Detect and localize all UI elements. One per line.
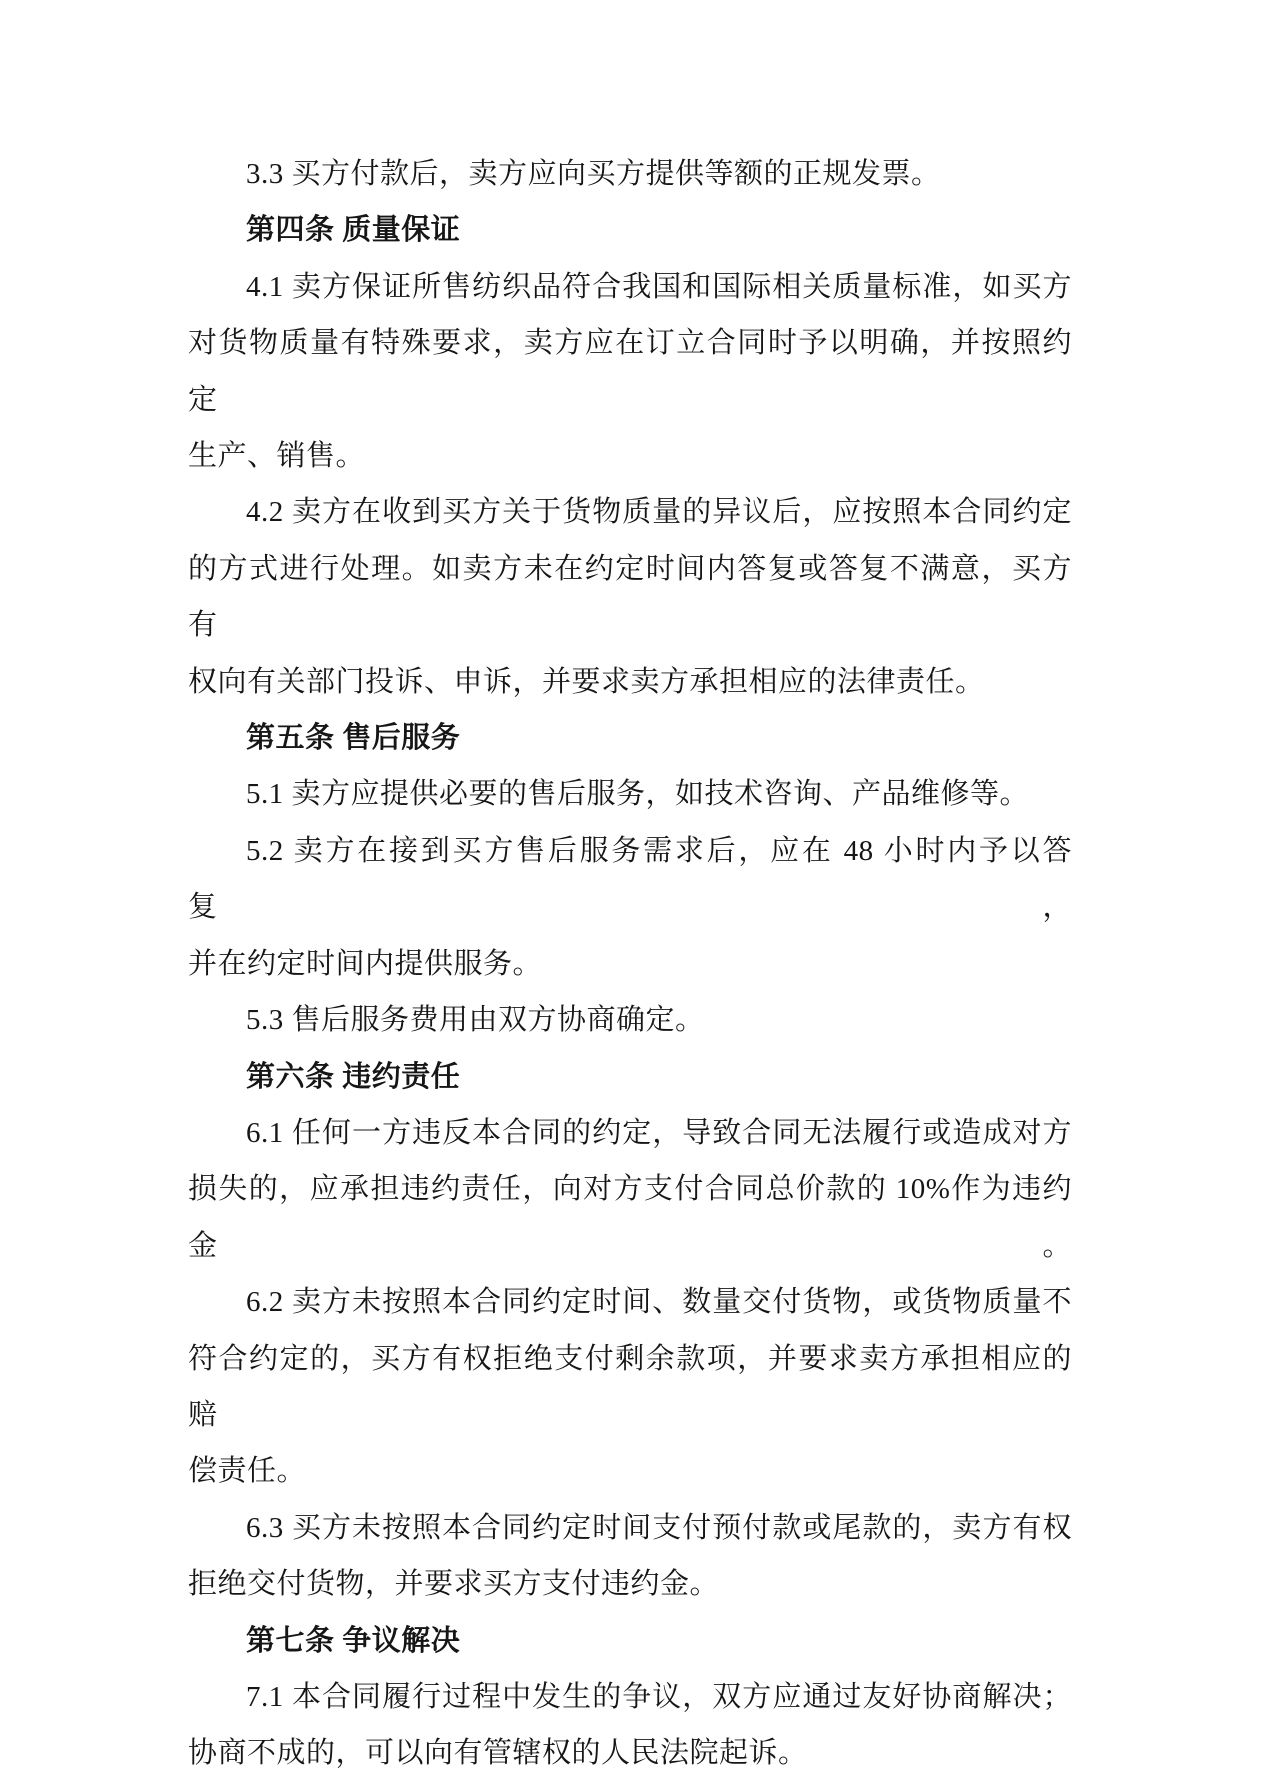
clause-4-1-line-2: 对货物质量有特殊要求，卖方应在订立合同时予以明确，并按照约定 [188,327,1072,416]
clause-6-1-line-2: 损失的，应承担违约责任，向对方支付合同总价款的 10%作为违约金。 [188,1173,1072,1262]
clause-6-2-line-3: 偿责任。 [188,1455,307,1488]
clause-5-2-line-2: 并在约定时间内提供服务。 [188,947,543,980]
clause-4-2-line-1: 4.2 卖方在收到买方关于货物质量的异议后，应按照本合同约定 [246,496,1072,529]
clause-3-3: 3.3 买方付款后，卖方应向买方提供等额的正规发票。 [246,158,941,190]
clause-5-1: 5.1 卖方应提供必要的售后服务，如技术咨询、产品维修等。 [246,778,1030,811]
clause-6-3-line-1: 6.3 买方未按照本合同约定时间支付预付款或尾款的，卖方有权 [246,1511,1072,1544]
clause-5-3: 5.3 售后服务费用由双方协商确定。 [246,1004,705,1037]
document-body [188,146,1072,1782]
clause-7-1-line-1: 7.1 本合同履行过程中发生的争议，双方应通过友好协商解决； [246,1680,1072,1713]
clause-7-1-line-2: 协商不成的，可以向有管辖权的人民法院起诉。 [188,1737,808,1770]
clause-4-2-line-3: 权向有关部门投诉、申诉，并要求卖方承担相应的法律责任。 [188,665,985,698]
clause-5-2-line-1: 5.2 卖方在接到买方售后服务需求后，应在 48 小时内予以答复， [188,834,1072,924]
article-4-heading: 第四条 质量保证 [246,214,461,247]
article-5-heading: 第五条 售后服务 [246,722,461,755]
clause-4-1-line-1: 4.1 卖方保证所售纺织品符合我国和国际相关质量标准，如买方 [246,270,1072,303]
article-7-heading: 第七条 争议解决 [246,1624,461,1657]
clause-4-2-line-2: 的方式进行处理。如卖方未在约定时间内答复或答复不满意，买方有 [188,552,1072,642]
clause-6-2-line-2: 符合约定的，买方有权拒绝支付剩余款项，并要求卖方承担相应的赔 [188,1342,1072,1431]
article-6-heading: 第六条 违约责任 [246,1060,461,1093]
clause-6-3-line-2: 拒绝交付货物，并要求买方支付违约金。 [188,1568,720,1601]
clause-6-2-line-1: 6.2 卖方未按照本合同约定时间、数量交付货物，或货物质量不 [246,1286,1072,1319]
clause-4-1-line-3: 生产、销售。 [188,440,366,473]
clause-6-1-line-1: 6.1 任何一方违反本合同的约定，导致合同无法履行或造成对方 [246,1116,1072,1149]
